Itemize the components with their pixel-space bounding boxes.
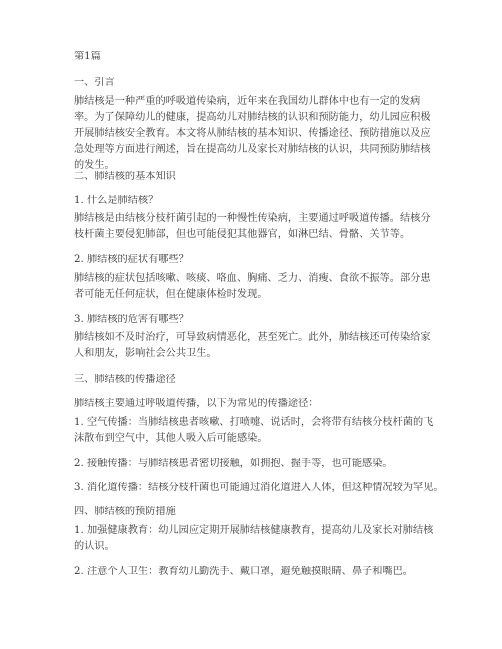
prevention-education: 1. 加强健康教育：幼儿园应定期开展肺结核健康教育，提高幼儿及家长对肺结核的认识。: [74, 525, 434, 552]
answer-symptoms: 肺结核的症状包括咳嗽、咳痰、咯血、胸痛、乏力、消瘦、食欲不振等。部分患者可能无任何症状，但在健康体检时发现。: [74, 273, 431, 300]
answer-what-is-tb: 肺结核是由结核分枝杆菌引起的一种慢性传染病，主要通过呼吸道传播。结核分枝杆菌主要侵犯肺部，但也可能侵犯其他器官，如淋巴结、骨骼、关节等。: [74, 213, 431, 240]
prevention-hygiene: 2. 注意个人卫生：教育幼儿勤洗手、戴口罩，避免触摸眼睛、鼻子和嘴巴。: [74, 566, 413, 577]
section-heading-intro: 一、引言: [74, 77, 115, 88]
section-heading-transmission: 三、肺结核的传播途径: [74, 374, 176, 385]
section-heading-prevention: 四、肺结核的预防措施: [74, 506, 176, 517]
chapter-label: 第1篇: [74, 51, 101, 62]
section-heading-basics: 二、肺结核的基本知识: [74, 171, 176, 182]
question-symptoms: 2. 肺结核的症状有哪些？: [74, 254, 189, 265]
transmission-contact: 2. 接触传播：与肺结核患者密切接触，如拥抱、握手等，也可能感染。: [74, 458, 393, 469]
transmission-intro: 肺结核主要通过呼吸道传播，以下为常见的传播途径：: [74, 398, 319, 409]
answer-harm: 肺结核如不及时治疗，可导致病情恶化，甚至死亡。此外，肺结核还可传染给家人和朋友，影响社会公共卫生。: [74, 332, 431, 359]
intro-paragraph: 肺结核是一种严重的呼吸道传染病，近年来在我国幼儿群体中也有一定的发病率。为了保障幼儿的健康，提高幼儿对肺结核的认识和预防能力，幼儿园应积极开展肺结核安全教育。本文将从肺结核的基本知识、传播途径、预防措施以及应急处理等方面进行阐述，旨在提高幼儿及家长对肺结核的认识，共同预防肺结核的发生。: [74, 96, 431, 171]
question-what-is-tb: 1. 什么是肺结核？: [74, 195, 159, 206]
transmission-digestive: 3. 消化道传播：结核分枝杆菌也可能通过消化道进入人体，但这种情况较为罕见。: [74, 482, 444, 493]
question-harm: 3. 肺结核的危害有哪些？: [74, 314, 189, 325]
transmission-air: 1. 空气传播：当肺结核患者咳嗽、打喷嚏、说话时，会将带有结核分枝杆菌的飞沫散布到空气中，其他人吸入后可能感染。: [74, 417, 434, 444]
